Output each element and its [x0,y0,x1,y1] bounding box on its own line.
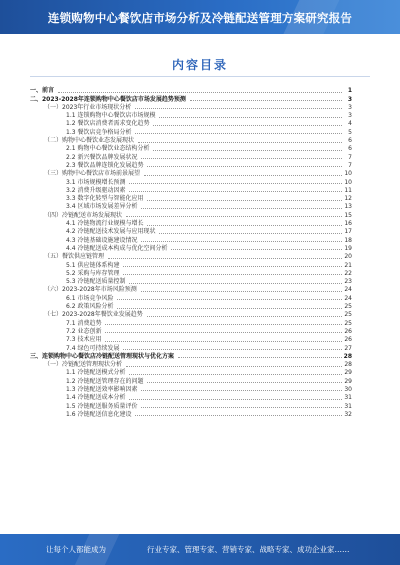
toc-divider [30,76,370,77]
toc-entry[interactable] [30,152,352,160]
report-footer [0,534,400,565]
toc-entry[interactable] [30,169,352,177]
toc-entry-title: （六）2023-2028年市场风险预测 [30,286,139,293]
toc-leader-dots [153,150,342,151]
toc-leader-dots [147,166,342,167]
toc-entry-title: 1.2 冷链配送管理存在的问题 [30,378,145,385]
toc-leader-dots [147,200,342,201]
toc-entry-page: 28 [344,361,352,369]
toc-entry-page: 32 [344,410,352,418]
toc-entry-page: 23 [344,278,352,286]
toc-entry-page: 6 [348,137,352,145]
toc-leader-dots [144,175,342,176]
toc-entry-title: （二）购物中心餐饮业态发展现状 [30,137,136,144]
toc-leader-dots [153,125,342,126]
toc-entry-page: 16 [344,220,352,228]
toc-entry-title: 7.3 技术应用 [30,336,103,343]
toc-entry[interactable] [30,410,352,418]
toc-entry-title: 一、前言 [30,87,55,95]
footer-tagline: 行业专家、管理专家、营销专家、战略专家、成功企业家…… [147,545,350,554]
toc-entry-title: 1.2 餐饮店消费者需求变化趋势 [30,120,151,127]
toc-entry[interactable] [30,235,352,243]
toc-entry-title: 5.3 冷链配送质量控制 [30,278,127,285]
toc-leader-dots [126,366,342,367]
table-of-contents [30,86,352,418]
toc-entry-page: 6 [348,145,352,153]
toc-leader-dots [58,92,342,93]
toc-entry[interactable] [30,385,352,393]
toc-entry-page: 7 [348,161,352,169]
toc-entry-page: 3 [348,112,352,120]
toc-entry-page: 31 [344,394,352,402]
toc-entry-page: 25 [344,303,352,311]
toc-entry-page: 30 [344,385,352,393]
toc-entry-title: （七）2023-2028年餐饮业发展趋势 [30,311,145,318]
toc-entry-page: 29 [344,377,352,385]
toc-entry-title: 4.2 冷链配送技术发展与应用现状 [30,228,157,235]
toc-leader-dots [123,349,342,350]
toc-entry[interactable] [30,94,352,102]
toc-entry-title: （一）冷链配送管理现状分析 [30,361,124,368]
toc-entry[interactable] [30,111,352,119]
toc-entry-page: 26 [344,327,352,335]
toc-leader-dots [117,299,342,300]
toc-entry-title: 4.4 冷链配送成本构成与优化空间分析 [30,245,169,252]
report-title: 连锁购物中心餐饮店市场分析及冷链配送管理方案研究报告 [47,11,353,25]
toc-entry-title: 6.2 政策风险分析 [30,303,115,310]
toc-entry[interactable] [30,335,352,343]
toc-entry[interactable] [30,136,352,144]
toc-entry[interactable] [30,343,352,351]
toc-entry-page: 25 [344,311,352,319]
toc-entry-title: 2.1 购物中心餐饮业态结构分析 [30,145,151,152]
toc-leader-dots [171,249,342,250]
toc-entry[interactable] [30,161,352,169]
toc-entry-page: 11 [344,186,352,194]
toc-leader-dots [141,158,342,159]
toc-entry-title: 4.3 冷链基础设施建设情况 [30,237,139,244]
toc-entry-title: （四）冷链配送市场发展现状 [30,212,124,219]
toc-entry-title: 1.1 冷链配送模式分析 [30,369,127,376]
toc-entry-page: 24 [344,286,352,294]
toc-entry-title: 6.1 市场竞争风险 [30,295,115,302]
toc-leader-dots [123,266,342,267]
toc-leader-dots [147,225,342,226]
toc-entry[interactable] [30,144,352,152]
toc-entry-title: 1.5 冷链配送服务质量评价 [30,403,139,410]
toc-leader-dots [126,216,342,217]
toc-leader-dots [108,258,342,259]
toc-entry[interactable] [30,210,352,218]
toc-entry-title: （五）餐饮供应链管理 [30,253,106,260]
toc-leader-dots [159,233,342,234]
toc-entry-page: 27 [344,344,352,352]
toc-leader-dots [105,332,342,333]
toc-title: 内容目录 [171,58,228,72]
toc-entry[interactable] [30,194,352,202]
footer-slogan: 让每个人都能成为 [46,545,106,554]
toc-entry[interactable] [30,219,352,227]
toc-entry-title: 二、2023-2028年连锁购物中心餐饮店市场发展趋势预测 [30,95,186,103]
toc-entry[interactable] [30,186,352,194]
toc-entry-title: 7.1 消费趋势 [30,320,103,327]
toc-leader-dots [141,390,342,391]
toc-entry-page: 3 [347,95,352,103]
toc-entry[interactable] [30,368,352,376]
toc-leader-dots [105,341,342,342]
toc-entry[interactable] [30,285,352,293]
toc-entry-page: 28 [343,352,352,360]
toc-entry[interactable] [30,244,352,252]
toc-entry-title: 4.1 冷链物流行业规模与增长 [30,220,145,227]
toc-leader-dots [129,283,342,284]
toc-entry-title: 1.3 餐饮店竞争格局分析 [30,129,133,136]
toc-entry-page: 20 [344,253,352,261]
toc-leader-dots [129,374,342,375]
toc-entry-title: 5.1 供应链体系构建 [30,262,121,269]
toc-entry-title: 1.4 冷链配送成本分析 [30,394,127,401]
toc-leader-dots [129,183,342,184]
toc-entry[interactable] [30,227,352,235]
toc-entry-page: 7 [348,153,352,161]
toc-entry-page: 12 [344,195,352,203]
toc-leader-dots [141,407,342,408]
toc-entry[interactable] [30,393,352,401]
toc-entry-title: 三、连锁购物中心餐饮店冷链配送管理现状与优化方案 [30,352,175,360]
toc-entry-title: 5.2 采购与库存管理 [30,270,121,277]
toc-leader-dots [147,382,342,383]
toc-leader-dots [105,324,342,325]
toc-entry[interactable] [30,269,352,277]
toc-entry-page: 1 [347,87,352,95]
toc-entry[interactable] [30,103,352,111]
toc-entry-page: 31 [344,402,352,410]
toc-entry-page: 15 [344,211,352,219]
toc-entry[interactable] [30,119,352,127]
toc-entry[interactable] [30,252,352,260]
toc-leader-dots [117,308,342,309]
toc-leader-dots [190,100,342,101]
toc-entry-title: 3.1 市场规模增长预测 [30,179,127,186]
toc-entry[interactable] [30,310,352,318]
toc-entry[interactable] [30,401,352,409]
toc-entry-page: 10 [344,178,352,186]
toc-entry-page: 3 [348,103,352,111]
toc-leader-dots [138,142,342,143]
toc-entry[interactable] [30,127,352,135]
toc-entry[interactable] [30,277,352,285]
toc-entry[interactable] [30,352,352,360]
toc-entry-page: 21 [344,261,352,269]
toc-leader-dots [141,208,342,209]
toc-entry[interactable] [30,302,352,310]
toc-entry-title: 1.6 冷链配送信息化建设 [30,411,133,418]
toc-entry-title: 3.3 数字化转型与智能化应用 [30,195,145,202]
toc-entry-title: 7.4 绿色可持续发展 [30,345,121,352]
toc-entry-page: 19 [344,244,352,252]
toc-entry[interactable] [30,260,352,268]
toc-entry-page: 26 [344,336,352,344]
toc-leader-dots [178,357,342,358]
toc-leader-dots [141,241,342,242]
toc-entry-title: （一）2023年行业市场现状分析 [30,104,133,111]
toc-entry[interactable] [30,202,352,210]
toc-entry-title: （三）购物中心餐饮店市场前景展望 [30,170,142,177]
toc-entry[interactable] [30,327,352,335]
toc-entry[interactable] [30,376,352,384]
toc-entry-page: 10 [344,170,352,178]
toc-entry-title: 2.2 新兴餐饮品牌发展状况 [30,154,139,161]
toc-entry-page: 25 [344,319,352,327]
toc-entry-title: 1.3 冷链配送效率影响因素 [30,386,139,393]
toc-leader-dots [123,274,342,275]
toc-entry-page: 24 [344,294,352,302]
toc-entry[interactable] [30,86,352,94]
toc-leader-dots [129,191,342,192]
report-header [0,0,400,34]
toc-entry-page: 4 [348,120,352,128]
toc-entry-title: 3.4 区域市场发展差异分析 [30,203,139,210]
toc-entry-title: 2.3 餐饮品牌连锁化发展趋势 [30,162,145,169]
toc-entry-page: 5 [348,128,352,136]
toc-entry-page: 18 [344,236,352,244]
toc-leader-dots [135,133,342,134]
toc-entry-page: 22 [344,269,352,277]
toc-entry-page: 17 [344,228,352,236]
toc-leader-dots [147,316,342,317]
toc-entry[interactable] [30,318,352,326]
toc-leader-dots [135,415,342,416]
toc-entry-page: 13 [344,203,352,211]
toc-entry-title: 3.2 消费升级驱动因素 [30,187,127,194]
toc-entry-title: 1.1 连锁购物中心餐饮店市场规模 [30,112,157,119]
toc-leader-dots [129,399,342,400]
toc-leader-dots [159,117,342,118]
toc-entry-title: 7.2 业态创新 [30,328,103,335]
toc-leader-dots [135,108,342,109]
toc-entry[interactable] [30,360,352,368]
toc-entry-page: 29 [344,369,352,377]
toc-entry[interactable] [30,177,352,185]
toc-entry[interactable] [30,293,352,301]
toc-leader-dots [141,291,342,292]
